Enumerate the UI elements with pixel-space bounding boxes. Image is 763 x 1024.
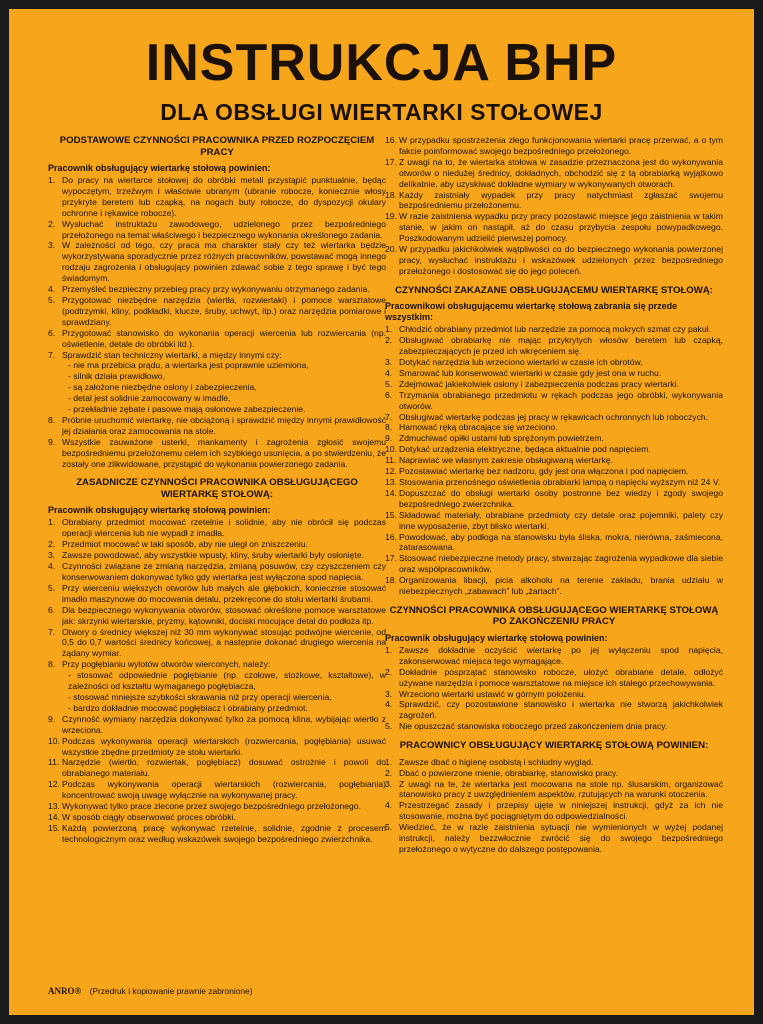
list-item bbox=[48, 517, 386, 539]
item-text: Organizowania libacji, picia alkoholu na terenie zakładu, brania udziału w niebezpiecznych „zabawach” lub „żartach”. bbox=[399, 575, 723, 597]
footer bbox=[48, 986, 253, 996]
instruction-list bbox=[48, 175, 386, 469]
list-item bbox=[385, 157, 723, 190]
item-number: 5. bbox=[48, 294, 56, 305]
list-item bbox=[48, 437, 386, 470]
page-title: INSTRUKCJA BHP bbox=[145, 34, 618, 92]
item-number: 5. bbox=[385, 721, 393, 732]
item-number: 6. bbox=[385, 389, 393, 400]
item-number: 9. bbox=[48, 436, 56, 447]
item-number: 10. bbox=[385, 444, 397, 455]
item-number: 3. bbox=[385, 357, 393, 367]
item-text: Przemyśleć bezpieczny przebieg pracy przy wykonywaniu otrzymanego zadania. bbox=[62, 284, 370, 295]
item-number: 10. bbox=[48, 735, 60, 746]
list-item bbox=[385, 357, 723, 368]
item-number: 2. bbox=[385, 335, 393, 346]
section-heading: CZYNNOŚCI ZAKAZANE OBSŁUGUJĄCEMU WIERTARKĘ STOŁOWĄ: bbox=[395, 284, 713, 296]
list-item bbox=[385, 477, 723, 488]
item-text: Każdą powierzoną pracę wykonywać rzetelnie, solidnie, zgodnie z procesem technologicznym oraz według wskazówek swojego bezpośredniego zwierzchnika. bbox=[62, 822, 386, 844]
item-number: 16. bbox=[385, 531, 397, 542]
list-item bbox=[48, 659, 386, 714]
list-item bbox=[48, 175, 386, 219]
instruction-list bbox=[385, 645, 723, 732]
sub-item-text: - nie ma przebicia prądu, a wiertarka jest poprawnie uziemiona, bbox=[68, 360, 309, 371]
item-number: 18. bbox=[385, 575, 397, 586]
list-item bbox=[48, 779, 386, 801]
item-text: Zawsze dokładnie oczyścić wiertarkę po jej wyłączeniu spod napięcia, zakonserwować miejsca tego wymagające. bbox=[399, 644, 723, 666]
list-item bbox=[385, 455, 723, 466]
item-number: 6. bbox=[48, 604, 56, 615]
item-text: Przedmiot mocować w taki sposób, aby nie uległ on zniszczeniu. bbox=[62, 539, 308, 550]
list-item bbox=[48, 240, 386, 284]
item-number: 15. bbox=[385, 509, 397, 520]
list-item bbox=[385, 244, 723, 277]
item-text: Nie opuszczać stanowiska roboczego przed zakończeniem dnia pracy. bbox=[399, 721, 668, 732]
item-text: Obsługiwać wiertarkę podczas jej pracy w rękawicach ochronnych lub roboczych. bbox=[399, 411, 709, 422]
section-intro: Pracownikowi obsługującemu wiertarkę stołową zabrania się przede wszystkim: bbox=[385, 301, 678, 323]
list-item bbox=[48, 350, 386, 415]
item-text: Narzędzie (wiertło, rozwiertak, pogłębiacz) dosuwać ostrożnie i powoli do obrabianego materiału. bbox=[62, 757, 386, 779]
item-text: Czynność wymiany narzędzia dokonywać tylko za pomocą klina, wybijając wiertło z wrzeciona. bbox=[62, 713, 386, 735]
instruction-list bbox=[385, 135, 723, 277]
item-text: Smarować lub konserwować wiertarki w czasie gdy jest ona w ruchu. bbox=[399, 367, 662, 378]
list-item bbox=[385, 689, 723, 700]
list-item bbox=[48, 736, 386, 758]
section-heading: CZYNNOŚCI PRACOWNIKA OBSŁUGUJĄCEGO WIERTARKĘ STOŁOWĄ PO ZAKOŃCZENIU PRACY bbox=[389, 604, 719, 628]
list-item bbox=[48, 714, 386, 736]
sub-item-text: - detal jest solidnie zamocowany w imadle, bbox=[68, 393, 231, 404]
sub-item-text: - przekładnie zębate i pasowe mają osłonowe zabezpieczenie. bbox=[68, 404, 306, 415]
list-item bbox=[385, 335, 723, 357]
item-text: Wysłuchać instruktażu zawodowego, udzielonego przez bezpośredniego przełożonego na temat właściwego i bezpiecznego wykonania określonego zadania. bbox=[62, 218, 386, 240]
list-item bbox=[385, 721, 723, 732]
item-number: 15. bbox=[48, 822, 60, 833]
item-text: Obsługiwać obrabiarkę nie mając przykrytych włosów beretem lub czapką, zabezpieczających je przed ich wkręceniem się. bbox=[399, 335, 723, 357]
list-item bbox=[385, 575, 723, 597]
list-item bbox=[385, 412, 723, 423]
item-text: W sposób ciągły obserwować proces obróbki. bbox=[62, 811, 236, 822]
list-item bbox=[385, 324, 723, 335]
item-text: Do pracy na wiertarce stołowej do obróbki metali przystąpić punktualnie, będąc wypoczętym, trzeźwym i właściwie ubranym (ubranie robocze, koniecznie włosy przykryte beretem lub czapką, na nogach buty robocze, do dyspozycji okulary ochronne i rękawice robocze). bbox=[62, 175, 386, 218]
item-text: Każdy zaistniały wypadek przy pracy natychmiast zgłaszać swojemu bezpośredniemu przełożonemu. bbox=[399, 189, 723, 211]
item-number: 1. bbox=[48, 175, 56, 185]
item-number: 14. bbox=[385, 487, 397, 498]
list-item bbox=[48, 605, 386, 627]
item-number: 17. bbox=[385, 553, 397, 564]
item-text: Przy pogłębianiu wylotów otworów wierconych, należy: bbox=[62, 659, 271, 670]
item-text: Zdmuchiwać opiłki ustami lub sprężonym powietrzem. bbox=[399, 433, 604, 444]
item-text: Dotykać narzędzia lub wrzeciono wiertarki w czasie ich obrotów, bbox=[399, 357, 643, 367]
item-number: 12. bbox=[385, 466, 397, 477]
item-text: Stosowania przenośnego oświetlenia obrabiarki lampą o napięciu wyższym niż 24 V. bbox=[399, 476, 721, 487]
item-text: Powodować, aby podłoga na stanowisku była śliska, mokra, nierówna, zaśmiecona, zatarasowana. bbox=[399, 531, 723, 553]
item-number: 11. bbox=[385, 455, 397, 466]
item-number: 18. bbox=[385, 189, 397, 200]
list-item bbox=[48, 295, 386, 328]
item-text: W razie zaistnienia wypadku przy pracy pozostawić miejsce jego zaistnienia w takim stanie, w jakim on nastąpił, aż do czasu przybycia zespołu powypadkowego. Poszkodowanym udzielić pierwszej pomocy. bbox=[399, 211, 723, 244]
item-number: 5. bbox=[385, 378, 393, 389]
item-number: 14. bbox=[48, 811, 60, 822]
list-item bbox=[385, 768, 723, 779]
list-item bbox=[385, 422, 723, 433]
item-text: Stosować niebezpieczne metody pracy, stwarzając zagrożenia wypadkowe dla siebie oraz współpracowników. bbox=[399, 553, 723, 575]
item-number: 1. bbox=[385, 756, 393, 767]
list-item bbox=[385, 800, 723, 822]
page-subtitle: DLA OBSŁUGI WIERTARKI STOŁOWEJ bbox=[160, 99, 603, 125]
item-number: 1. bbox=[48, 517, 56, 528]
list-item bbox=[385, 699, 723, 721]
item-number: 7. bbox=[385, 411, 393, 422]
instruction-section bbox=[48, 135, 386, 469]
item-number: 8. bbox=[385, 422, 393, 433]
list-item bbox=[385, 190, 723, 212]
item-text: Z uwagi na te, że wiertarka jest mocowana na stole np. ślusarskim, organizować stanowisko pracy z uwzględnieniem aspektów, rzutujących na warunki otoczenia. bbox=[399, 778, 723, 800]
list-item bbox=[48, 757, 386, 779]
item-number: 3. bbox=[385, 778, 393, 789]
left-column bbox=[48, 135, 386, 853]
list-item bbox=[385, 379, 723, 390]
instruction-list bbox=[385, 324, 723, 597]
item-number: 2. bbox=[48, 218, 56, 229]
item-text: Przygotować stanowisko do wykonania operacji wiercenia lub rozwiercania (np. oświetlenie, detale do obróbki itd.). bbox=[62, 327, 386, 349]
list-item bbox=[385, 466, 723, 477]
sub-item-text: - stosować mniejsze szybkości skrawania niż przy operacji wiercenia, bbox=[68, 691, 332, 702]
item-text: Sprawdzić, czy pozostawione stanowisko i wiertarka nie stworzą jakichkolwiek zagrożeń. bbox=[399, 699, 723, 721]
item-text: Składować materiały, obrabiane przedmioty czy detale oraz pojemniki, palety czy inne wyposażenie, zbyt blisko wiertarki. bbox=[399, 509, 723, 531]
item-text: Wszystkie zauważone usterki, mankamenty i zagrożenia zgłosić swojemu bezpośredniemu przełożonemu celem ich szybkiego usunięcia, a po stwierdzeniu, że zostały one zlikwidowane, przystąpić do wykonania powierzonego zadania. bbox=[62, 436, 386, 469]
item-number: 3. bbox=[48, 240, 56, 251]
item-text: W zależności od tego, czy praca ma charakter stały czy też wiertarka będzie wykorzystywana sporadycznie przez różnych pracowników, powstawać mogą innego rodzaju zagrożenia i obsługujący powinien zdawać sobie z tego sprawę i być tego świadomym. bbox=[62, 240, 386, 284]
item-text: Próbnie uruchomić wiertarkę, nie obciążoną i sprawdzić między innymi prawidłowość jej działania oraz zamocowania na stole. bbox=[62, 414, 386, 436]
item-text: Dla bezpiecznego wykonywania otworów, stosować określone pomoce warsztatowe jak: skrzynki wiertarskie, pryzmy, kątowniki, dociski mocujące detal do podłoża itp. bbox=[62, 604, 386, 626]
item-text: Dokładnie posprzątać stanowisko robocze, ułożyć obrabiane detale, odłożyć używane narzędzia i pomoce warsztatowe na miejsce ich stałego przechowywania. bbox=[399, 666, 723, 688]
item-text: Zawsze powodować, aby wszystkie wpusty, kliny, śruby wiertarki były osłonięte. bbox=[62, 550, 365, 561]
list-item bbox=[385, 368, 723, 379]
item-number: 1. bbox=[385, 644, 393, 655]
list-item bbox=[385, 779, 723, 801]
item-number: 4. bbox=[385, 367, 393, 378]
item-number: 17. bbox=[385, 156, 397, 167]
instruction-section bbox=[385, 135, 723, 277]
item-number: 5. bbox=[48, 582, 56, 593]
item-number: 2. bbox=[48, 539, 56, 550]
item-number: 9. bbox=[48, 713, 56, 724]
item-text: Zawsze dbać o higienę osobistą i schludny wygląd. bbox=[399, 756, 594, 767]
list-item bbox=[48, 561, 386, 583]
item-number: 2. bbox=[385, 767, 393, 778]
section-intro: Pracownik obsługujący wiertarkę stołową powinien: bbox=[48, 505, 271, 516]
item-number: 12. bbox=[48, 779, 60, 790]
list-item bbox=[48, 801, 386, 812]
item-text: Wrzeciono wiertarki ustawić w górnym położeniu. bbox=[399, 688, 587, 699]
list-item bbox=[385, 488, 723, 510]
item-number: 6. bbox=[48, 327, 56, 338]
instruction-section bbox=[385, 605, 723, 732]
item-text: Podczas wykonywania operacji wiertarskich (rozwiercania, pogłębiania) koncentrować swoją uwagę wyłącznie na wykonywanej pracy. bbox=[62, 779, 386, 801]
list-item bbox=[385, 510, 723, 532]
section-heading: PODSTAWOWE CZYNNOŚCI PRACOWNIKA PRZED ROZPOCZĘCIEM PRACY bbox=[59, 135, 375, 158]
list-item bbox=[48, 415, 386, 437]
item-number: 1. bbox=[385, 324, 393, 335]
safety-instruction-board bbox=[9, 9, 754, 1015]
list-item bbox=[385, 433, 723, 444]
item-text: Otwory o średnicy większej niż 30 mm wykonywać stosując podwójne wiercenie, od 0,5 do 0,7 wartości średnicy końcowej, a następnie dokonać drugiego wiercenia na żądany wymiar. bbox=[62, 626, 386, 659]
item-number: 11. bbox=[48, 757, 60, 768]
item-text: Z uwagi na to, że wiertarka stołowa w zasadzie przeznaczona jest do wykonywania otworów o niedużej średnicy, dokładnych, obchodzić się z tą obrabiarką wyjątkowo delikatnie, aby uzyskiwać dokładne wymiary w wykonywanych otworach. bbox=[399, 156, 723, 189]
instruction-section bbox=[385, 285, 723, 597]
sub-item-text: - są założone niezbędne osłony i zabezpieczenia, bbox=[68, 382, 257, 393]
list-item bbox=[48, 823, 386, 845]
item-text: Dotykać urządzenia elektryczne, będąca aktualnie pod napięciem. bbox=[399, 444, 651, 455]
instruction-section bbox=[385, 740, 723, 855]
anro-logo: ANRO® bbox=[48, 986, 82, 996]
item-number: 13. bbox=[48, 801, 60, 812]
item-text: Obrabiany przedmiot mocować rzetelnie i solidnie, aby nie obrócił się podczas operacji wiercenia lub nie wypadł z imadła. bbox=[62, 517, 386, 539]
copyright-note: (Przedruk i kopiowanie prawnie zabronione) bbox=[89, 986, 253, 996]
item-text: Naprawiać we własnym zakresie obsługiwaną wiertarkę. bbox=[399, 455, 613, 466]
item-text: Przestrzegać zasady i przepisy ujęte w niniejszej instrukcji, gdyż za ich nie stosowanie, można być pociągniętym do odpowiedzialności. bbox=[399, 800, 723, 822]
sub-item-text: - bardzo dokładnie mocować pogłębiacz i obrabiany przedmiot. bbox=[68, 702, 308, 713]
item-text: Dbać o powierzone mienie, obrabiarkę, stanowisko pracy. bbox=[399, 767, 619, 778]
section-heading: PRACOWNICY OBSŁUGUJĄCY WIERTARKĘ STOŁOWĄ POWINIEN: bbox=[399, 740, 709, 752]
item-number: 4. bbox=[48, 284, 56, 295]
item-text: Przy wierceniu większych otworów lub małych ale głębokich, koniecznie stosować imadło maszynowe do mocowania detalu, przekręcone do stołu wiertarki śrubami. bbox=[62, 582, 386, 604]
item-text: W przypadku jakichkolwiek wątpliwości co do bezpiecznego wykonania powierzonej pracy, wysłuchać instruktażu i wskazówek udzielonych przez bezpośredniego przełożonego i dostosować się do jego poleceń. bbox=[399, 244, 723, 276]
list-item bbox=[385, 645, 723, 667]
item-text: Wiedzieć, że w razie zaistnienia sytuacji nie wymienionych w wyżej podanej instrukcji, należy bezzwłocznie zwrócić się do swojego bezpośredniego przełożonego o wytyczne do dalszego postępowania. bbox=[399, 822, 723, 854]
item-text: Trzymania obrabianego przedmiotu w rękach podczas jego obróbki, wykonywania otworów. bbox=[399, 389, 723, 411]
item-number: 16. bbox=[385, 135, 397, 145]
item-text: Chłodzić obrabiany przedmiot lub narzędzie za pomocą mokrych szmat czy pakuł. bbox=[399, 324, 711, 335]
item-text: Hamować ręką obracające się wrzeciono. bbox=[399, 422, 558, 433]
item-text: Podczas wykonywania operacji wiertarskich (rozwiercania, pogłębiania) usuwać wszystkie zbędne przedmioty ze stołu wiertarki. bbox=[62, 735, 386, 757]
item-text: Dopuszczać do obsługi wiertarki osoby postronne bez wiedzy i zgody swojego bezpośredniego zwierzchnika. bbox=[399, 487, 723, 509]
item-number: 8. bbox=[48, 659, 56, 670]
section-heading: ZASADNICZE CZYNNOŚCI PRACOWNIKA OBSŁUGUJĄCEGO WIERTARKĘ STOŁOWĄ: bbox=[76, 477, 358, 500]
list-item bbox=[385, 444, 723, 455]
item-text: W przypadku spostrzeżenia złego funkcjonowania wiertarki pracę przerwać, a o tym fakcie poinformować swojego bezpośredniego przełożonego. bbox=[399, 135, 723, 156]
item-text: Sprawdzić stan techniczny wiertarki, a między innymi czy: bbox=[62, 349, 282, 360]
sub-item-text: - silnik działa prawidłowo, bbox=[68, 371, 165, 382]
right-column bbox=[385, 135, 723, 863]
list-item bbox=[48, 550, 386, 561]
item-number: 5. bbox=[385, 822, 393, 833]
instruction-list bbox=[385, 757, 723, 855]
item-number: 4. bbox=[385, 699, 393, 710]
list-item bbox=[385, 211, 723, 244]
item-number: 3. bbox=[385, 688, 393, 699]
sub-item-text: - stosować odpowiednie pogłębianie (np. czołowe, stożkowe, kształtowe), w zależności od kształtu wymaganego pogłębiacza, bbox=[68, 670, 386, 692]
item-number: 7. bbox=[48, 349, 56, 360]
item-number: 9. bbox=[385, 433, 393, 444]
item-text: Czynności związane ze zmianą narzędzia, zmianą posuwów, czy czyszczeniem czy konserwowaniem dokonywać tylko gdy wiertarka jest wyłączona spod napięcia. bbox=[62, 561, 386, 582]
section-intro: Pracownik obsługujący wiertarkę stołową powinien: bbox=[385, 632, 608, 643]
list-item bbox=[48, 627, 386, 660]
list-item bbox=[385, 667, 723, 689]
list-item bbox=[48, 812, 386, 823]
section-intro: Pracownik obsługujący wiertarkę stołową powinien: bbox=[48, 163, 271, 173]
item-text: Zdejmować jakiekolwiek osłony i zabezpieczenia podczas pracy wiertarki. bbox=[399, 378, 679, 389]
item-text: Pozostawiać wiertarkę bez nadzoru, gdy jest ona włączona i pod napięciem. bbox=[399, 466, 689, 477]
list-item bbox=[48, 284, 386, 295]
item-number: 2. bbox=[385, 666, 393, 677]
item-number: 20. bbox=[385, 244, 397, 255]
list-item bbox=[48, 539, 386, 550]
item-text: Wykonywać tylko prace zlecone przez swojego bezpośredniego przełożonego. bbox=[62, 801, 361, 812]
instruction-section bbox=[48, 477, 386, 844]
list-item bbox=[48, 583, 386, 605]
list-item bbox=[385, 390, 723, 412]
list-item bbox=[385, 135, 723, 157]
item-text: Przygotować niezbędne narzędzia (wiertła, rozwiertaki) i pomoce warsztatowe (podtrzymki, kliny, podkładki, klucze, śruby, uchwyt, itp.) oraz narzędzia pomiarowe i sprawdziany. bbox=[62, 294, 386, 327]
item-number: 4. bbox=[48, 561, 56, 572]
list-item bbox=[385, 553, 723, 575]
instruction-list bbox=[48, 517, 386, 844]
list-item bbox=[385, 757, 723, 768]
list-item bbox=[385, 532, 723, 554]
item-number: 3. bbox=[48, 550, 56, 561]
item-number: 7. bbox=[48, 626, 56, 637]
list-item bbox=[48, 328, 386, 350]
item-number: 4. bbox=[385, 800, 393, 811]
item-number: 13. bbox=[385, 476, 397, 487]
list-item bbox=[385, 822, 723, 855]
item-number: 19. bbox=[385, 211, 397, 222]
list-item bbox=[48, 219, 386, 241]
item-number: 8. bbox=[48, 414, 56, 425]
